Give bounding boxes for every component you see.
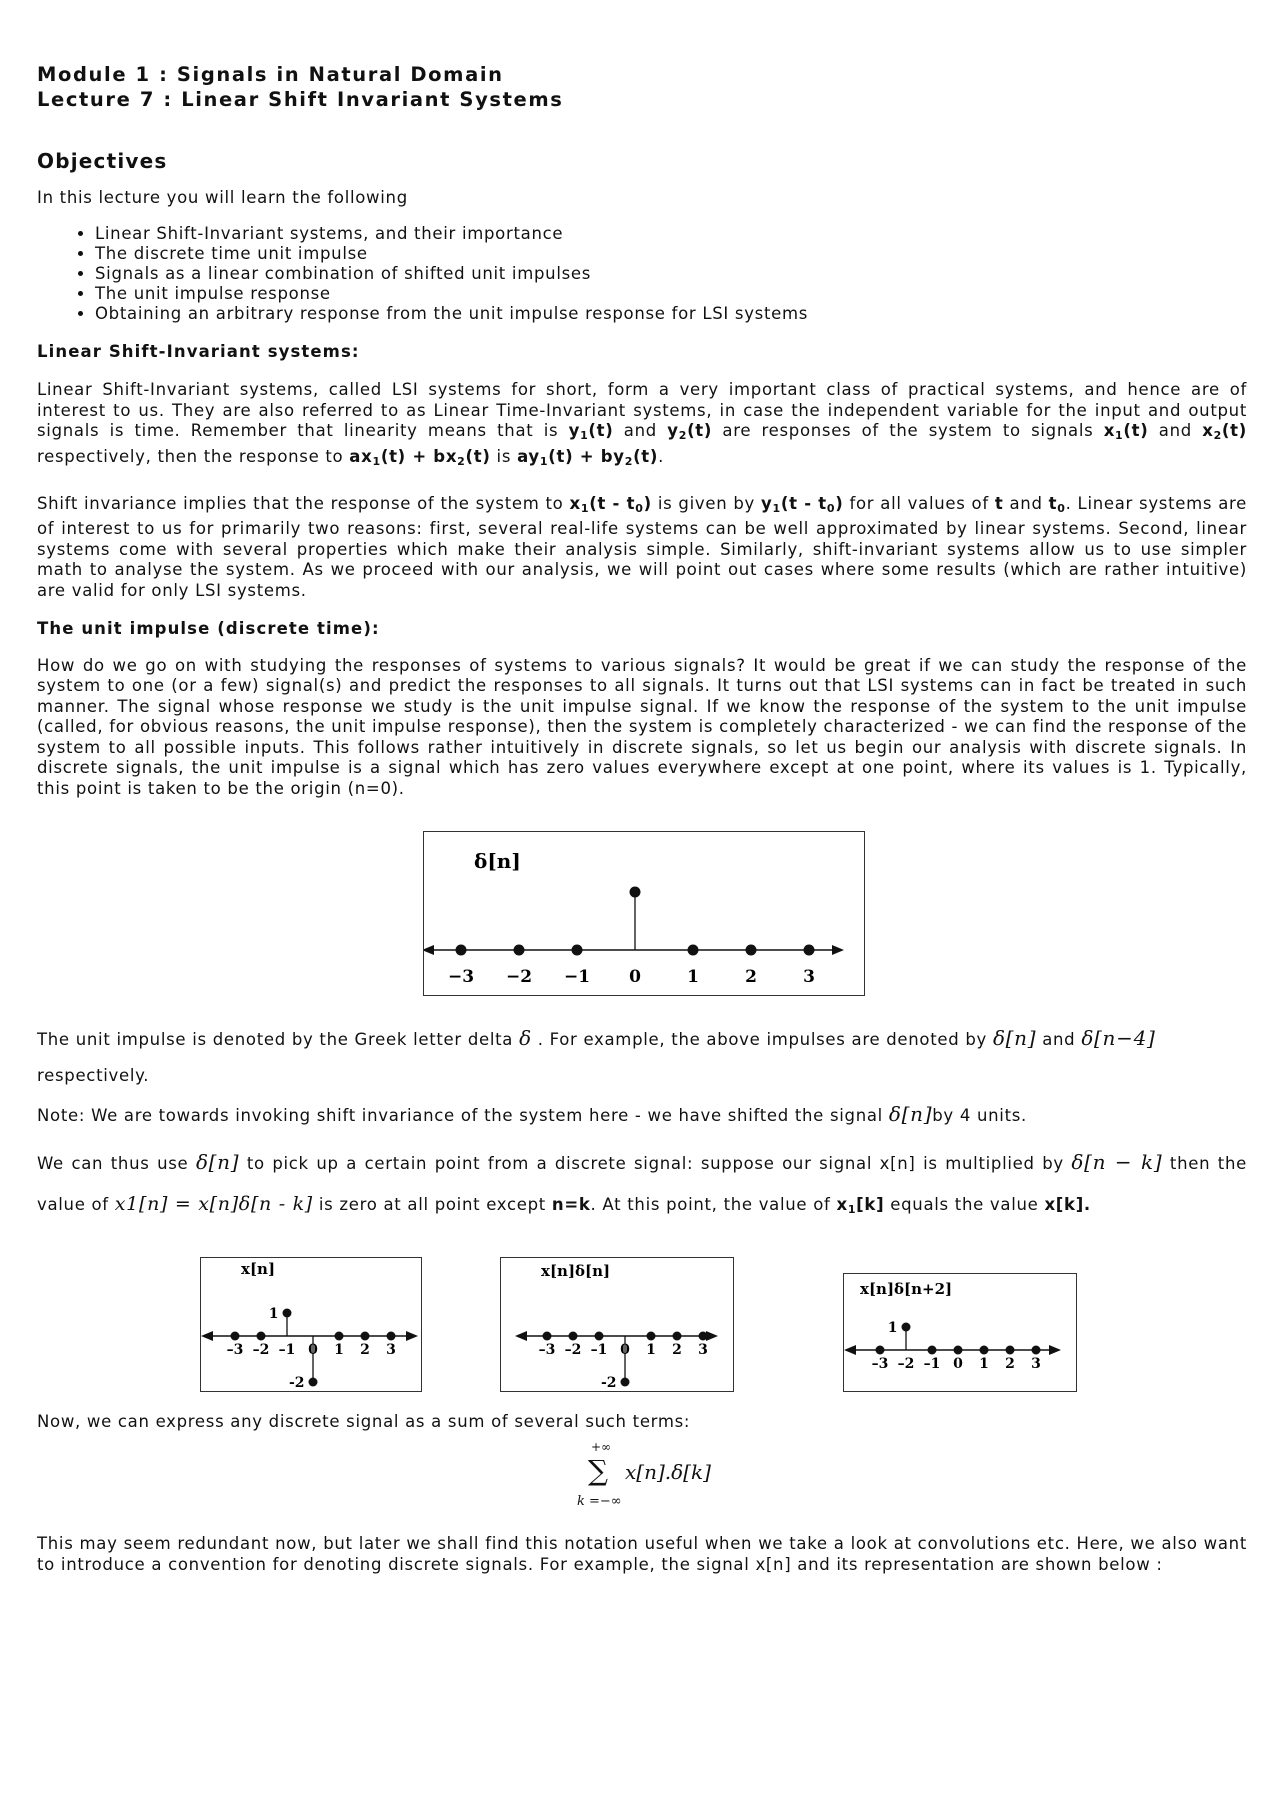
- plot-title: x[n]: [241, 1260, 276, 1278]
- tick-label: –2: [564, 1342, 582, 1358]
- tick-label: 2: [1005, 1356, 1015, 1372]
- value-label: -2: [600, 1375, 617, 1391]
- axis-arrow-left-icon: [424, 945, 434, 955]
- stem-point: [456, 945, 467, 956]
- x-n-delta-n-plus-2-plot: [844, 1274, 1076, 1391]
- stem-point: [231, 1332, 240, 1341]
- stem-point: [361, 1332, 370, 1341]
- delta-n-minus-4-equation: δ[n−4]: [1081, 1026, 1156, 1050]
- impulse-heading: The unit impulse (discrete time):: [37, 619, 380, 639]
- convention-paragraph: This may seem redundant now, but later we shall find this notation useful when we take a look at convolutions etc. Here, we also want to introduce a convention for denoting discrete signals. For example, the signal x[n] and its representation are shown below :: [37, 1534, 1247, 1574]
- stem-point: [335, 1332, 344, 1341]
- tick-label: 0: [620, 1342, 630, 1358]
- sum-block: [37, 1412, 1247, 1575]
- x-n-delta-n-plus-2-figure: [843, 1273, 1077, 1392]
- stem-point: [283, 1309, 292, 1318]
- stem-point: [804, 945, 815, 956]
- shift-note: Note: We are towards invoking shift invariance of the system here - we have shifted the signal δ[n]by 4 units.: [37, 1102, 1027, 1126]
- tick-label: 1: [334, 1342, 344, 1358]
- stem-point: [257, 1332, 266, 1341]
- value-label: 1: [268, 1306, 279, 1322]
- impulse-notation-block: [37, 1020, 1247, 1230]
- sum-upper-limit: +∞: [591, 1440, 612, 1455]
- stem-point: [387, 1332, 396, 1341]
- sum-symbol: ∑: [588, 1454, 608, 1488]
- module-title: Module 1 : Signals in Natural Domain: [37, 63, 504, 86]
- x-n-figure: [200, 1257, 422, 1392]
- lsi-paragraph-2: Shift invariance implies that the response of the system to $x_1(t - t_0)$ is given by $y_1(t - t_0)$ for all values of t and $t_0$. Linear systems are of interest to us for primarily two reasons: first, several real-life systems can be well approximated by linear systems. Second, linear systems come with several properties which make their analysis simple. Similarly, shift-invariant systems allow us to use simpler math to analyse the system. As we proceed with our analysis, we will point out cases where some results (which are rather intuitive) are valid for only LSI systems.: [37, 494, 1247, 600]
- tick-label: 3: [698, 1342, 708, 1358]
- tick-label: –1: [278, 1342, 296, 1358]
- tick-label: 1: [646, 1342, 656, 1358]
- list-item: • Signals as a linear combination of shifted unit impulses: [95, 264, 1247, 284]
- tick-label: 0: [629, 967, 641, 987]
- stem-point: [699, 1332, 708, 1341]
- stem-point: [954, 1346, 963, 1355]
- sum-equation: [37, 1440, 1247, 1520]
- unit-impulse-figure: [423, 831, 865, 996]
- tick-label: 0: [953, 1356, 963, 1372]
- sum-intro: Now, we can express any discrete signal as a sum of several such terms:: [37, 1412, 691, 1431]
- stem-point: [902, 1323, 911, 1332]
- axis-arrow-right-icon: [406, 1331, 418, 1341]
- impulse-paragraph-1: How do we go on with studying the responses of systems to various signals? It would be great if we can study the response of the system to one (or a few) signal(s) and predict the responses to all signals. It turns out that LSI systems can in fact be treated in such manner. The signal whose response we study is the unit impulse signal. If we know the response of the system to the unit impulse (called, for obvious reasons, the unit impulse response), then the system is completely characterized - we can find the response of the system to all possible inputs. This follows rather intuitively in discrete signals, so let us begin our analysis with discrete signals. In discrete signals, the unit impulse is a signal which has zero values everywhere except at one point, where its values is 1. Typically, this point is taken to be the origin (n=0).: [37, 656, 1247, 798]
- stem-point: [673, 1332, 682, 1341]
- tick-label: –2: [897, 1356, 915, 1372]
- axis-arrow-right-icon: [1049, 1345, 1061, 1355]
- plot-title: x[n]δ[n+2]: [860, 1280, 953, 1298]
- document-page: [37, 62, 1247, 799]
- stem-point: [688, 945, 699, 956]
- unit-impulse-plot: [424, 832, 864, 995]
- pick-point-paragraph: We can thus use δ[n] to pick up a certain point from a discrete signal: suppose our signal x[n] is multiplied by δ[n − k] then the value of x1[n] = x[n]δ[n - k] is zero at all point except n=k. At this point, the value of $x_1[k]$ equals the value x[k].: [37, 1150, 1247, 1217]
- tick-label: –3: [871, 1356, 889, 1372]
- list-item: • The unit impulse response: [95, 284, 1247, 304]
- stem-point: [572, 945, 583, 956]
- list-item: • Linear Shift-Invariant systems, and their importance: [95, 224, 1247, 244]
- lsi-heading: Linear Shift-Invariant systems:: [37, 342, 360, 362]
- stem-point: [543, 1332, 552, 1341]
- plot-title: δ[n]: [474, 849, 521, 873]
- tick-label: 0: [308, 1342, 318, 1358]
- objectives-list: [37, 224, 1247, 324]
- tick-label: –1: [923, 1356, 941, 1372]
- tick-label: –3: [538, 1342, 556, 1358]
- tick-label: 3: [1031, 1356, 1041, 1372]
- objectives-intro: In this lecture you will learn the following: [37, 188, 408, 207]
- x-n-plot: [201, 1258, 421, 1391]
- tick-label: 2: [745, 967, 757, 987]
- stem-point: [647, 1332, 656, 1341]
- value-label: 1: [887, 1320, 898, 1336]
- impulse-notation-paragraph: The unit impulse is denoted by the Greek letter delta δ . For example, the above impulses are denoted by δ[n] and δ[n−4] respectively.: [37, 1026, 1156, 1085]
- list-item: • Obtaining an arbitrary response from the unit impulse response for LSI systems: [95, 304, 1247, 324]
- value-label: -2: [288, 1375, 305, 1391]
- tick-label: 3: [386, 1342, 396, 1358]
- axis-arrow-left-icon: [844, 1345, 856, 1355]
- axis-arrow-left-icon: [515, 1331, 527, 1341]
- stem-point: [746, 945, 757, 956]
- note-delta-equation: δ[n]: [888, 1102, 933, 1126]
- tick-label: –1: [590, 1342, 608, 1358]
- pick-delta-equation: δ[n]: [195, 1150, 240, 1175]
- stem-point: [980, 1346, 989, 1355]
- tick-label: 2: [360, 1342, 370, 1358]
- sum-body: x[n].δ[k]: [625, 1460, 711, 1485]
- stem-point: [1006, 1346, 1015, 1355]
- axis-arrow-right-icon: [832, 945, 844, 955]
- tick-label: −3: [447, 967, 475, 987]
- plot-title: x[n]δ[n]: [541, 1262, 611, 1280]
- axis-arrow-left-icon: [201, 1331, 213, 1341]
- stem-point: [876, 1346, 885, 1355]
- stem-point: [621, 1378, 630, 1387]
- stem-point: [569, 1332, 578, 1341]
- x-n-delta-n-figure: [500, 1257, 734, 1392]
- list-item: • The discrete time unit impulse: [95, 244, 1247, 264]
- sum-lower-limit: k =−∞: [577, 1494, 622, 1510]
- stem-point: [928, 1346, 937, 1355]
- tick-label: –3: [226, 1342, 244, 1358]
- tick-label: 3: [803, 967, 815, 987]
- delta-n-minus-k-equation: δ[n − k]: [1071, 1150, 1163, 1175]
- tick-label: 1: [979, 1356, 989, 1372]
- lecture-title: Lecture 7 : Linear Shift Invariant Systems: [37, 88, 564, 111]
- lsi-paragraph-1: Linear Shift-Invariant systems, called LSI systems for short, form a very important class of practical systems, and hence are of interest to us. They are also referred to as Linear Time-Invariant systems, in case the independent variable for the input and output signals is time. Remember that linearity means that is $y_1(t)$ and $y_2(t)$ are responses of the system to signals $x_1(t)$ and $x_2(t)$ respectively, then the response to $ax_1(t) + bx_2(t)$ is $ay_1(t) + by_2(t)$.: [37, 380, 1247, 468]
- delta-n-equation: δ[n]: [992, 1026, 1037, 1050]
- stem-point: [595, 1332, 604, 1341]
- tick-label: –2: [252, 1342, 270, 1358]
- axis-arrow-right-icon: [706, 1331, 718, 1341]
- stem-point: [514, 945, 525, 956]
- stem-point: [630, 887, 641, 898]
- objectives-heading: Objectives: [37, 149, 168, 173]
- x-n-delta-n-plot: [501, 1258, 733, 1391]
- tick-label: 1: [687, 967, 699, 987]
- tick-label: −2: [505, 967, 533, 987]
- tick-label: −1: [563, 967, 591, 987]
- x1-product-equation: x1[n] = x[n]δ[n - k]: [114, 1193, 313, 1216]
- stem-point: [309, 1378, 318, 1387]
- tick-label: 2: [672, 1342, 682, 1358]
- delta-symbol: δ: [519, 1026, 532, 1050]
- stem-point: [1032, 1346, 1041, 1355]
